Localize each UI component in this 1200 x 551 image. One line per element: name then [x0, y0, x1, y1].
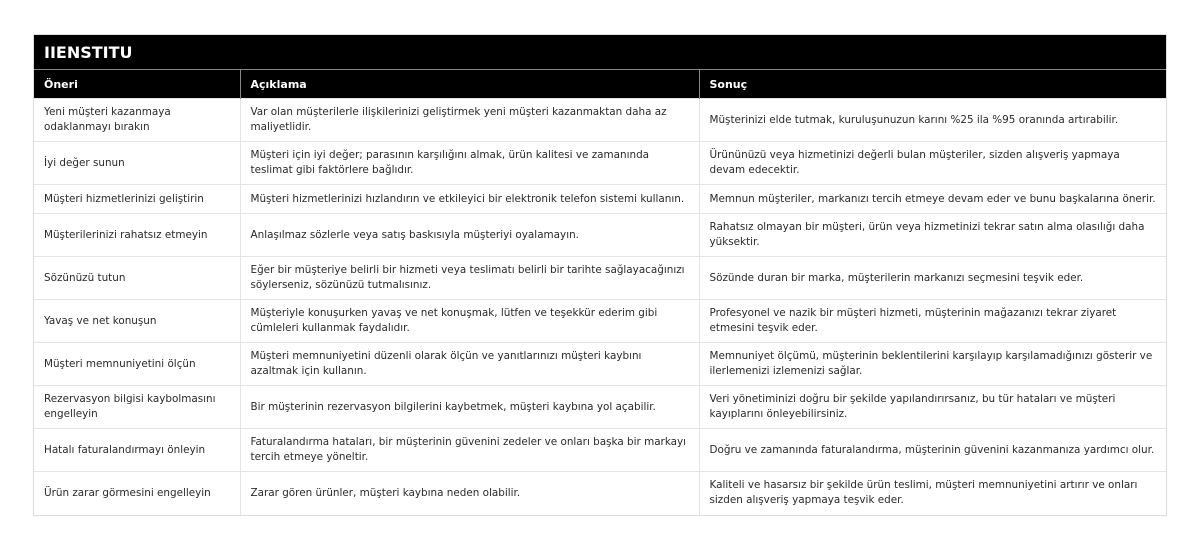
cell-sonuc: Veri yönetiminizi doğru bir şekilde yapılandırırsanız, bu tür hataları ve müşteri kayıplarını önleyebilirsiniz. [699, 386, 1166, 429]
cell-aciklama: Müşteri hizmetlerinizi hızlandırın ve etkileyici bir elektronik telefon sistemi kullanın. [240, 185, 699, 214]
cell-oneri: Müşterilerinizi rahatsız etmeyin [34, 214, 240, 257]
table-row [34, 185, 1166, 214]
cell-aciklama: Faturalandırma hataları, bir müşterinin güvenini zedeler ve onları başka bir markayı tercih etmeye yöneltir. [240, 429, 699, 472]
cell-sonuc: Ürününüzü veya hizmetinizi değerli bulan müşteriler, sizden alışveriş yapmaya devam edecektir. [699, 142, 1166, 185]
table-row [34, 214, 1166, 257]
cell-aciklama: Müşteri için iyi değer; parasının karşılığını almak, ürün kalitesi ve zamanında teslimat gibi faktörlere bağlıdır. [240, 142, 699, 185]
table-row [34, 99, 1166, 142]
cell-sonuc: Sözünde duran bir marka, müşterilerin markanızı seçmesini teşvik eder. [699, 257, 1166, 300]
cell-oneri: Müşteri memnuniyetini ölçün [34, 343, 240, 386]
cell-oneri: İyi değer sunun [34, 142, 240, 185]
cell-aciklama: Bir müşterinin rezervasyon bilgilerini kaybetmek, müşteri kaybına yol açabilir. [240, 386, 699, 429]
cell-sonuc: Rahatsız olmayan bir müşteri, ürün veya hizmetinizi tekrar satın alma olasılığı daha yüksektir. [699, 214, 1166, 257]
cell-aciklama: Zarar gören ürünler, müşteri kaybına neden olabilir. [240, 472, 699, 515]
table-row [34, 142, 1166, 185]
table-row [34, 257, 1166, 300]
brand-title: IIENSTITU [34, 35, 1166, 70]
cell-aciklama: Müşteriyle konuşurken yavaş ve net konuşmak, lütfen ve teşekkür ederim gibi cümleleri kullanmak faydalıdır. [240, 300, 699, 343]
cell-sonuc: Memnuniyet ölçümü, müşterinin beklentilerini karşılayıp karşılamadığınızı gösterir ve ilerlemenizi izlemenizi sağlar. [699, 343, 1166, 386]
cell-sonuc: Memnun müşteriler, markanızı tercih etmeye devam eder ve bunu başkalarına önerir. [699, 185, 1166, 214]
cell-sonuc: Doğru ve zamanında faturalandırma, müşterinin güvenini kazanmanıza yardımcı olur. [699, 429, 1166, 472]
cell-oneri: Yeni müşteri kazanmaya odaklanmayı bırakın [34, 99, 240, 142]
table-row [34, 300, 1166, 343]
cell-oneri: Sözünüzü tutun [34, 257, 240, 300]
recommendations-table [34, 70, 1166, 515]
cell-aciklama: Eğer bir müşteriye belirli bir hizmeti veya teslimatı belirli bir tarihte sağlayacağınızı söylerseniz, sözünüzü tutmalısınız. [240, 257, 699, 300]
cell-sonuc: Kaliteli ve hasarsız bir şekilde ürün teslimi, müşteri memnuniyetini artırır ve onları sizden alışveriş yapmaya teşvik eder. [699, 472, 1166, 515]
cell-oneri: Rezervasyon bilgisi kaybolmasını engelleyin [34, 386, 240, 429]
cell-aciklama: Müşteri memnuniyetini düzenli olarak ölçün ve yanıtlarınızı müşteri kaybını azaltmak için kullanın. [240, 343, 699, 386]
table-container [33, 34, 1167, 516]
header-row [34, 70, 1166, 99]
cell-sonuc: Müşterinizi elde tutmak, kuruluşunuzun karını %25 ila %95 oranında artırabilir. [699, 99, 1166, 142]
cell-aciklama: Anlaşılmaz sözlerle veya satış baskısıyla müşteriyi oyalamayın. [240, 214, 699, 257]
cell-oneri: Müşteri hizmetlerinizi geliştirin [34, 185, 240, 214]
table-row [34, 472, 1166, 515]
cell-sonuc: Profesyonel ve nazik bir müşteri hizmeti, müşterinin mağazanızı tekrar ziyaret etmesini teşvik eder. [699, 300, 1166, 343]
cell-aciklama: Var olan müşterilerle ilişkilerinizi geliştirmek yeni müşteri kazanmaktan daha az maliyetlidir. [240, 99, 699, 142]
table-row [34, 386, 1166, 429]
table-row [34, 429, 1166, 472]
table-row [34, 343, 1166, 386]
cell-oneri: Yavaş ve net konuşun [34, 300, 240, 343]
column-header-sonuc: Sonuç [699, 70, 1166, 99]
cell-oneri: Hatalı faturalandırmayı önleyin [34, 429, 240, 472]
column-header-aciklama: Açıklama [240, 70, 699, 99]
cell-oneri: Ürün zarar görmesini engelleyin [34, 472, 240, 515]
column-header-oneri: Öneri [34, 70, 240, 99]
